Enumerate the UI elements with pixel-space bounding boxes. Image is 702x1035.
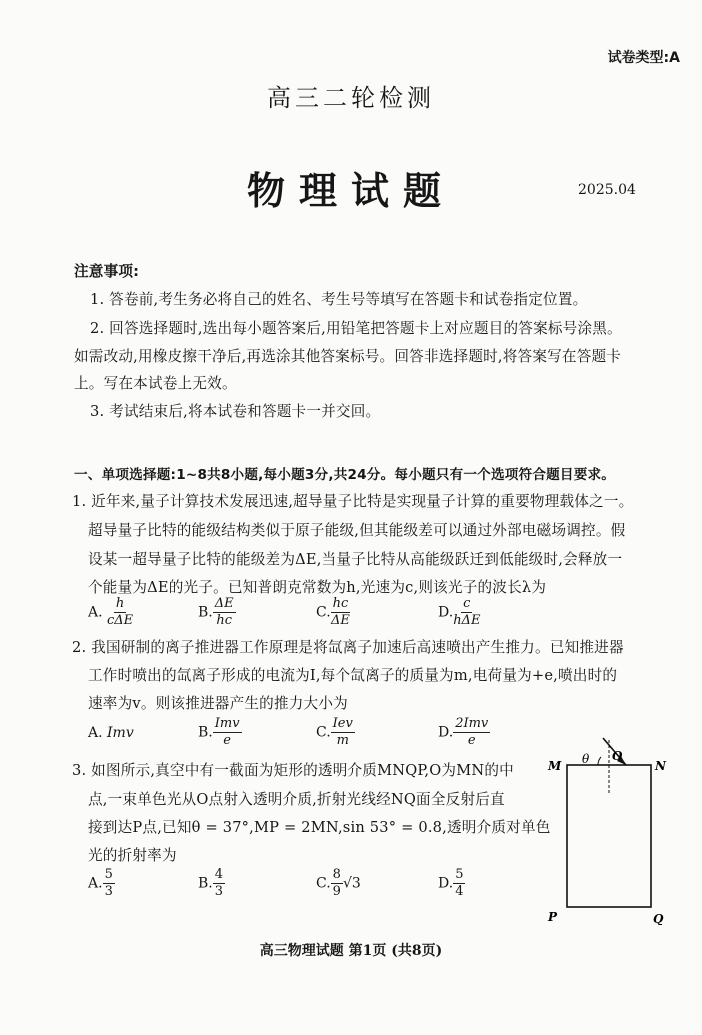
- question-3-line: 3. 如图所示,真空中有一截面为矩形的透明介质MNQP,O为MN的中: [72, 762, 514, 779]
- q2-option-b: B. $\frac{\text{Imv}}{e}$: [198, 716, 240, 748]
- question-2-line: 工作时喷出的氙离子形成的电流为I,每个氙离子的质量为m,电荷量为+e,喷出时的: [88, 667, 618, 684]
- q1-option-d: D. $\frac{c}{\text{hΔE}}$: [438, 596, 481, 628]
- angle-arc: [598, 757, 601, 765]
- q3-option-c: C. $\frac{8}{9}$ √3: [316, 867, 361, 899]
- q3-option-b: B. $\frac{4}{3}$: [198, 867, 224, 899]
- label-theta: θ: [582, 752, 590, 766]
- page-title: 物理试题: [246, 168, 455, 213]
- question-2-line: 速率为v。则该推进器产生的推力大小为: [88, 695, 348, 712]
- q1-option-a: A. $\frac{h}{\text{cΔE}}$: [88, 596, 134, 628]
- notice-heading: 注意事项:: [74, 263, 140, 280]
- page-footer: 高三物理试题 第1页 (共8页): [259, 943, 443, 959]
- label-o: O: [612, 749, 623, 763]
- q3-option-a: A. $\frac{5}{3}$: [88, 867, 113, 899]
- q2-option-d: D. $\frac{\text{2Imv}}{e}$: [438, 716, 489, 748]
- q1-option-b: B. $\frac{\Delta E}{hc}$: [198, 596, 234, 628]
- paper-type: 试卷类型:A: [607, 50, 680, 66]
- notice-item: 1. 答卷前,考生务必将自己的姓名、考生号等填写在答题卡和试卷指定位置。: [90, 291, 588, 308]
- label-m: M: [548, 759, 562, 773]
- q1-option-c: C. $\frac{hc}{\Delta E}$: [316, 596, 350, 628]
- label-n: N: [655, 759, 666, 773]
- section-heading: 一、单项选择题:1~8共8小题,每小题3分,共24分。每小题只有一个选项符合题目要求。: [74, 467, 616, 483]
- question-2-line: 2. 我国研制的离子推进器工作原理是将氙离子加速后高速喷出产生推力。已知推进器: [72, 639, 624, 656]
- notice-item: 2. 回答选择题时,选出每小题答案后,用铅笔把答题卡上对应题目的答案标号涂黑。: [90, 320, 622, 337]
- question-3-line: 点,一束单色光从O点射入透明介质,折射光线经NQ面全反射后直: [88, 791, 505, 808]
- label-p: P: [548, 910, 558, 924]
- question-1-line: 超导量子比特的能级结构类似于原子能级,但其能级差可以通过外部电磁场调控。假: [88, 522, 626, 539]
- refraction-figure: [540, 735, 670, 925]
- notice-item: 如需改动,用橡皮擦干净后,再选涂其他答案标号。回答非选择题时,将答案写在答题卡: [74, 348, 622, 365]
- notice-item: 上。写在本试卷上无效。: [74, 375, 237, 392]
- q2-option-a: A. Imv: [88, 725, 134, 741]
- question-1-line: 设某一超导量子比特的能级差为ΔE,当量子比特从高能级跃迁到低能级时,会释放一: [88, 551, 623, 568]
- question-3-line: 光的折射率为: [88, 847, 177, 864]
- q2-option-c: C. $\frac{\text{Iev}}{m}$: [316, 716, 353, 748]
- date: 2025.04: [578, 182, 636, 198]
- question-1-line: 1. 近年来,量子计算技术发展迅速,超导量子比特是实现量子计算的重要物理载体之一。: [72, 493, 634, 510]
- notice-item: 3. 考试结束后,将本试卷和答题卡一并交回。: [90, 403, 381, 420]
- question-3-line: 接到达P点,已知θ = 37°,MP = 2MN,sin 53° = 0.8,透明介质对单色: [88, 819, 551, 836]
- subtitle: 高三二轮检测: [267, 84, 435, 112]
- label-q: Q: [653, 912, 664, 925]
- q3-option-d: D. $\frac{5}{4}$: [438, 867, 464, 899]
- question-1-line: 个能量为ΔE的光子。已知普朗克常数为h,光速为c,则该光子的波长λ为: [88, 579, 547, 596]
